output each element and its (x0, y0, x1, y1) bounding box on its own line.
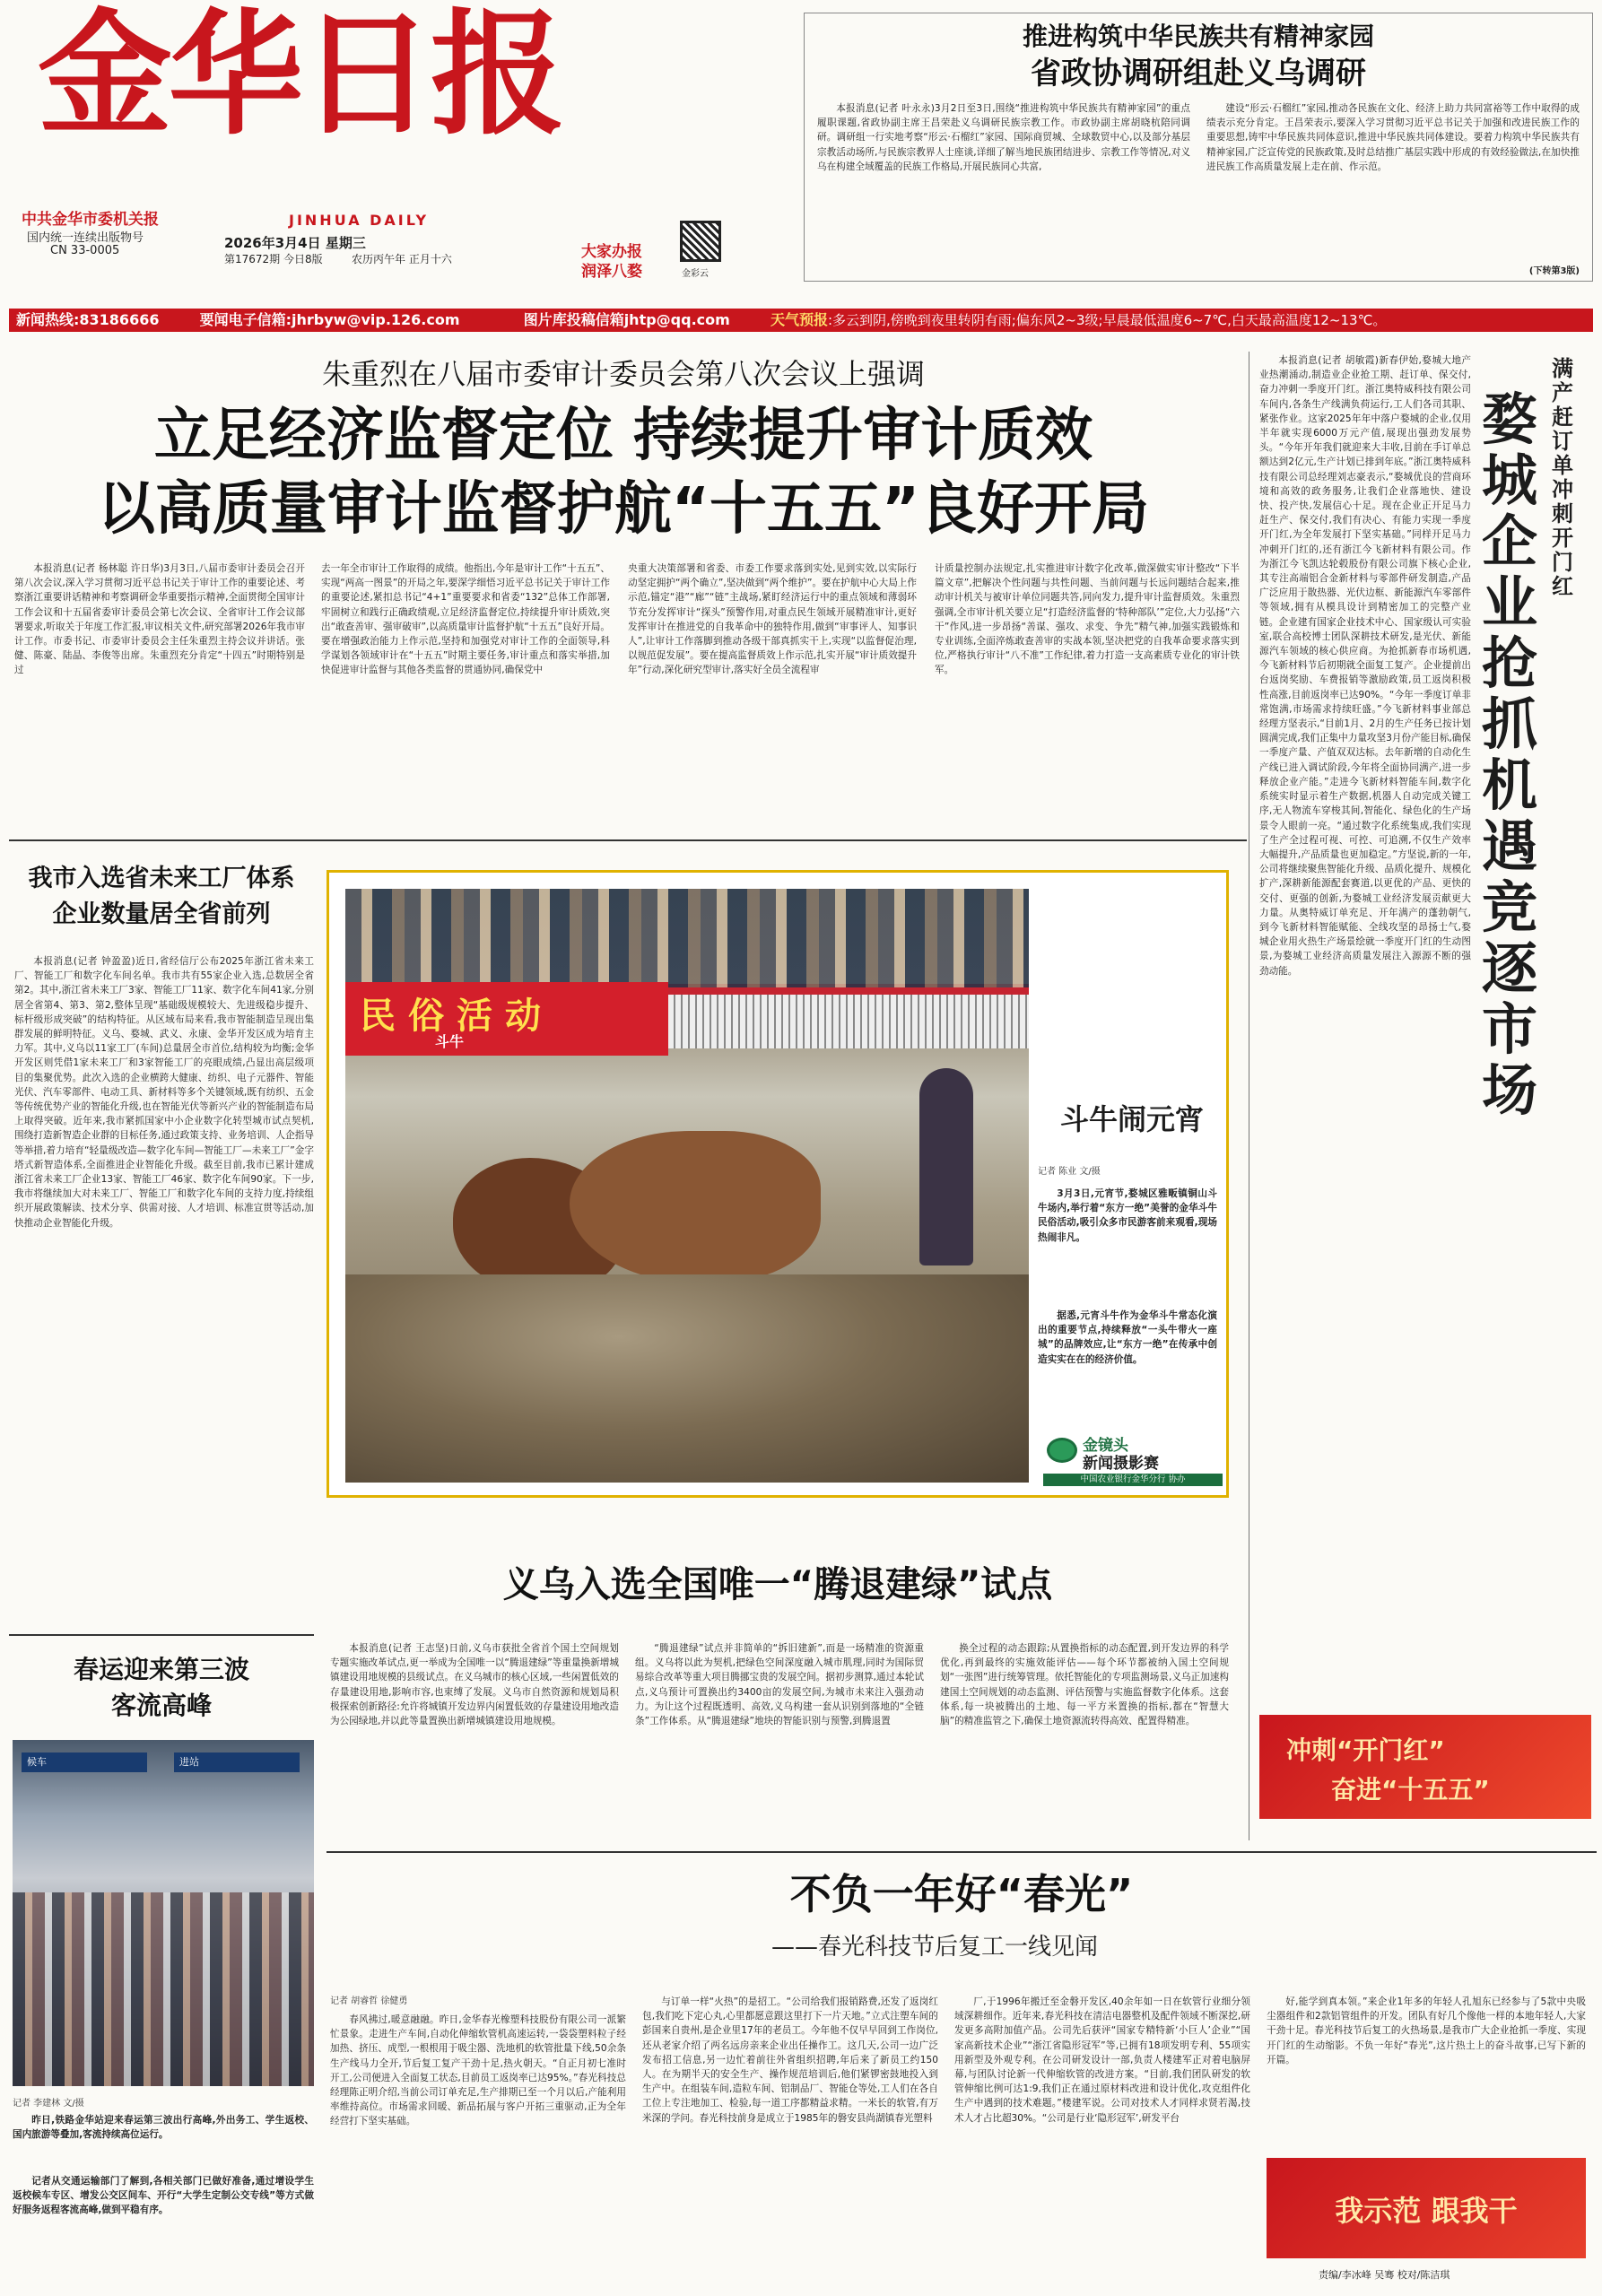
factory-col-2: 与订单一样“火热”的是招工。“公司给我们报销路费,还发了返岗红包,我们吃下定心丸,心里都愿意跟这里打下一片天地。”立式注塑车间的彭国来自贵州,是企业里17年的老员工。今年他不仅早早回到工作岗位,还从老家介绍了两名远房亲来企业出任操作工。这几天,公司一边广泛发布招工信息,另一边忙着前往外省组织招聘,年后来了新员工约150人。在为期半天的安全生产、操作规范培训后,他们紧锣密鼓地投入到生产中。在组装车间,造粒车间、铝制品厂、智能仓等处,工人们在各自工位上专注地加工、检验,每一道工序都精益求精。一米长的软管,有万米深的学问。春光科技前身是成立于1985年的磐安县尚湖镇春光塑料 (642, 1996, 938, 2124)
spring-title-2: 客流高峰 (110, 1691, 212, 1720)
spring-body-2: 记者从交通运输部门了解到,各相关部门已做好准备,通过增设学生返校候车专区、增发公交区间车、开行“大学生定制公交专线”等方式做好服务返程客流高峰,做到平稳有序。 (13, 2176, 314, 2216)
factory-subtitle: ——春光科技节后复工一线见闻 (771, 1934, 1099, 1961)
left-title-1: 我市入选省未来工厂体系 (28, 865, 295, 892)
lead-title-1: 立足经济监督定位 持续提升审计质效 (153, 403, 1093, 469)
bullfight-photo[interactable] (345, 889, 1029, 1483)
crowd (345, 889, 1029, 987)
masthead-org: 中共金华市委机关报 (22, 211, 159, 229)
app-label: 金彩云 (682, 269, 709, 279)
promo-banner[interactable] (1267, 2158, 1586, 2258)
yiwu-col-1: 本报消息(记者 王志坚)日前,义乌市获批全省首个国土空间规划专题实施改革试点,更一举成为全国唯一以“腾退建绿”等重量换新增城镇建设用地规模的县级试点。在义乌城市的核心区域,一些闲置低效的存量建设用地,影响市容,也束缚了发展。义乌市自然资源和规划局积极探索创新路径:允许将城镇开发边界内闲置低效的存量建设用地改造为公园绿地,并以此等量置换出新增城镇建设用地规模。 (330, 1643, 619, 1727)
logo-line-1: 金镜头 (1083, 1437, 1128, 1455)
banner (345, 982, 668, 1056)
hotline: 新闻热线:83186666 (16, 311, 160, 328)
station-photo[interactable] (13, 1740, 314, 2086)
left-title-2: 企业数量居全省前列 (52, 900, 271, 928)
divider (9, 1634, 314, 1636)
right-kicker: 满产赶订单 冲刺开门红 (1552, 356, 1573, 599)
crowd (13, 1892, 314, 2086)
station-sign: 进站 (174, 1752, 300, 1772)
masthead-lunar: 农历丙午年 正月十六 (352, 253, 452, 265)
factory-col-4: 好,能学到真本领。”来企业1年多的年轻人孔旭东已经参与了5款中央吸尘器组件和2款铝管组件的开发。团队有好几个像他一样的本地年轻人,大家干劲十足。春光科技节后复工的火热场景,是我市广大企业抢抓一季度、实现开门红的生动缩影。不负一年好“春光”,这片热土上的奋斗故事,已写下新的开篇。 (1267, 1996, 1586, 2066)
mud (345, 1274, 1029, 1483)
masthead-title: 金华日报 (38, 0, 562, 153)
banner-sub: 斗牛 (435, 1033, 465, 1050)
news-email[interactable]: 要闻电子信箱:jhrbyw@vip.126.com (199, 311, 460, 328)
masthead-subtitle: JINHUA DAILY (289, 212, 430, 229)
top-right-story (804, 13, 1593, 282)
station-sign: 候车 (22, 1752, 147, 1772)
photo-title: 斗牛闹元宵 (1059, 1102, 1204, 1136)
masthead-issn: 国内统一连续出版物号 (27, 231, 144, 245)
yiwu-col-2: “腾退建绿”试点并非简单的“拆旧建新”,而是一场精准的资源重组。义乌将以此为契机,把绿色空间深度融入城市肌理,同时为国际贸易综合改革等重大项目腾挪宝贵的发展空间。据初步测算,通过本轮试点,义乌预计可置换出约3400亩的发展空间,为城市未来注入强劲动力。为让这个过程既透明、高效,义乌构建一套从识别到落地的“全链条”工作体系。从“腾退建绿”地块的智能识别与预警,到腾退置 (635, 1643, 924, 1727)
promo-text: 我示范 跟我干 (1335, 2194, 1518, 2228)
editors-line: 责编/李冰峰 吴骞 校对/陈洁琪 (1319, 2269, 1450, 2281)
top-right-col-2: 建设“形云·石榴红”家园,推动各民族在文化、经济上助力共同富裕等工作中取得的成绩表示充分肯定。王昌荣表示,要深入学习贯彻习近平总书记关于加强和改进民族工作的重要思想,铸牢中华民族共同体意识,推进中华民族共同体建设。要着力构筑中华民族共有精神家园,广泛宣传党的民族政策,及时总结推广基层实践中形成的有效经验做法,在加快推进民族工作高质量发展上走在前、作示范。 (1206, 103, 1580, 172)
factory-col-3: 厂,于1996年搬迁至金磐开发区,40余年如一日在软管行业细分领域深耕细作。近年来,春光科技在清洁电器整机及配件领域不断深挖,研发更多高附加值产品。公司先后获评“国家专精特新‘小巨人’企业”“国家高新技术企业”“浙江省隐形冠军”等,已拥有18项发明专利、55项实用新型及外观专利。在公司研发设计一部,负责人楼建军正对着电脑屏幕,与团队讨论新一代伸缩软管的改进方案。“目前,我们团队研发的软管伸缩比例可达1:9,我们正在通过原材料改进和设计优化,攻克组件化生产中遇到的技术难题。”楼建军说。公司对技术人才同样求贤若渴,技术人才占比超30%。“公司是行业‘隐形冠军’,研发平台 (954, 1996, 1250, 2124)
lead-col-4: 计质量控制办法规定,扎实推进审计数字化改革,做深做实审计整改“下半篇文章”,把解决个性问题与共性问题、当前问题与长远问题结合起来,推动审计机关与被审计单位同题共答,同向发力,提升审计监督质效。朱重烈强调,全市审计机关要立足“打造经济监督的‘特种部队’”定位,大力弘扬“六干”作风,进一步昂扬“善谋、强攻、求变、争先”精气神,加强实践锻炼和专业训练,全面淬炼敢查善审的实战本领,坚决把党的自我革命要求落实到位,严格执行审计“八不准”工作纪律,着力打造一支高素质专业化的审计铁军。 (935, 563, 1240, 676)
lead-kicker: 朱重烈在八届市委审计委员会第八次会议上强调 (321, 357, 925, 391)
factory-byline: 记者 胡睿哲 徐健勇 (330, 1996, 408, 2006)
camera-logo-icon (1047, 1438, 1077, 1463)
handler (919, 1068, 973, 1265)
photo-feature (326, 870, 1229, 1498)
logo-sponsor: 中国农业银行金华分行 协办 (1043, 1474, 1223, 1486)
qr-code-icon[interactable] (680, 221, 721, 262)
info-bar (9, 309, 1593, 332)
factory-title: 不负一年好“春光” (789, 1870, 1134, 1918)
left-body: 本报消息(记者 钟盈盈)近日,省经信厅公布2025年浙江省未来工厂、智能工厂和数字化车间名单。我市共有55家企业入选,总数居全省第2。其中,浙江省未来工厂3家、智能工厂11家、数字化车间41家,分别居全省第4、第3、第2,整体呈现“基础级规模较大、先进级稳步提升、标杆级形成突破”的结构特征。从区域布局来看,我市智能制造呈现出集群发展的鲜明特征。义乌、婺城、武义、永康、金华开发区成为培育主力军。其中,义乌以11家工厂(车间)总量居全市首位,结构较为均衡;金华开发区则凭借1家未来工厂和3家智能工厂的亮眼成绩,凸显出高层级项目的集聚优势。此次入选的企业横跨大健康、纺织、电子元器件、智能光伏、汽车零部件、电动工具、新材料等多个关键领域,既有纺织、五金等传统优势产业的智能化升级,也在智能光伏等新兴产业的智能制造布局上取得突破。近年来,我市紧抓国家中小企业数字化转型城市试点契机,围绕打造新智造企业群的目标任务,通过政策支持、业务培训、人企指导等举措,着力培育“轻量级改造—数字化车间—智能工厂—未来工厂”金字塔式新智造体系,全面推进企业智能化升级。截至目前,我市已累计建成浙江省未来工厂企业13家、智能工厂46家、数字化车间90家。下一步,我市将继续加大对未来工厂、智能工厂和数字化车间的支持力度,持续组织开展政策解读、技术分享、供需对接、人才培训、标准宣贯等活动,加快推动企业智能化升级。 (14, 956, 314, 1229)
photo-caption-2: 据悉,元宵斗牛作为金华斗牛常态化演出的重要节点,持续释放“一头牛带火一座城”的品牌效应,让“东方一绝”在传承中创造实实在在的经济价值。 (1038, 1310, 1217, 1365)
masthead-issue: 第17672期 今日8版 (224, 253, 323, 265)
divider (326, 1851, 1597, 1853)
logo-line-2: 新闻摄影赛 (1083, 1455, 1159, 1473)
weather-label: 天气预报 (770, 311, 828, 328)
lead-col-3: 央重大决策部署和省委、市委工作要求落到实处,见到实效,以实际行动坚定拥护“两个确立”,坚决做到“两个维护”。要在护航中心大局上作示范,锚定“港”“廊”“链”主战场,紧盯经济运行中的重点领域和薄弱环节充分发挥审计“探头”预警作用,对重点民生领域开展精准审计,更好发挥审计在推进党的自我革命中的独特作用,做到“审事评人、知事识人”,让审计工作落脚到推动各级干部真抓实干上,实现“以监督促治理,以规范促发展”。要在提高监督质效上作示范,扎实开展“审计质效提升年”行动,深化研究型审计,落实好全员全流程审 (628, 563, 917, 676)
promo-line-1: 冲刺“开门红” (1286, 1735, 1445, 1765)
photo-credit: 记者 陈业 文/摄 (1038, 1167, 1101, 1177)
spring-credit: 记者 李建林 文/摄 (13, 2099, 84, 2109)
lead-title-2: 以高质量审计监督护航“十五五”良好开局 (97, 476, 1150, 543)
right-title: 婺城企业抢抓机遇竞逐市场 (1482, 387, 1538, 1123)
divider (9, 839, 1247, 841)
spring-title-1: 春运迎来第三波 (73, 1655, 249, 1684)
yiwu-col-3: 换全过程的动态跟踪;从置换指标的动态配置,到开发边界的科学优化,再到最终的实施效能评估——每个环节都被纳入国土空间规划“一张图”进行统筹管理。依托智能化的专项监测场景,义乌正加速构建国土空间规划的动态监测、评估预警与实施监督数字化体系。这套体系,每一块被腾出的土地、每一平方米置换的指标,都在“智慧大脑”的精准监管之下,确保土地资源流转得高效、配置得精准。 (940, 1643, 1229, 1727)
top-right-kicker: 推进构筑中华民族共有精神家园 (1022, 22, 1374, 51)
right-body: 本报消息(记者 胡敏霞)新春伊始,婺城大地产业热潮涌动,制造业企业抢工期、赶订单、保交付,奋力冲刺一季度开门红。浙江奥特威科技有限公司车间内,各条生产线满负荷运行,工人们各司其职、紧张作业。这家2025年年中落户婺城的企业,仅用半年就实现6000万元产值,展现出强劲发展势头。“今年开年我们就迎来大丰收,目前在手订单总额达到2亿元,生产计划已排到年底。”浙江奥特威科技有限公司总经理刘志豪表示,“婺城优良的营商环境和高效的政务服务,让我们企业落地快、建设快、投产快,发展信心十足。现在企业正开足马力赶生产、保交付,我们有决心、有能力实现一季度开门红,为全年发展打下坚实基础。”同样开足马力冲刺开门红的,还有浙江今飞新材料有限公司。作为浙江今飞凯达轮毂股份有限公司旗下核心企业,其专注高端铝合金新材料与零部件研发制造,产品广泛应用于散热器、光伏边框、新能源汽车零部件等领域,拥有从模具设计到精密加工的完整产业链。企业建有国家企业技术中心、国家级认可实验室,联合高校博士团队深耕技术研发,是光伏、新能源汽车领域的核心供应商。为抢抓新春市场机遇,今飞新材料节后初期就全面复工复产。企业提前出台返岗奖励、车费报销等激励政策,员工返岗积极性高涨,目前返岗率已达90%。“今年一季度订单非常饱满,市场需求持续旺盛。”今飞新材料事业部总经理方坚表示,“目前1月、2月的生产任务已按计划圆满完成,我们正集中力量攻坚3月份产能目标,确保一季度产量、产值双双达标。去年新增的自动化生产线已进入调试阶段,今年将全面协同满产,进一步释放企业产能。”走进今飞新材料智能车间,数字化系统实时显示着生产数据,机器人自动完成关键工序,无人物流车穿梭其间,智能化、绿色化的生产场景令人眼前一亮。“通过数字化系统集成,我们实现了生产全过程可视、可控、可追溯,不仅生产效率大幅提升,产品质量也更加稳定。”方坚说,新的一年,公司将继续聚焦智能化升级、品质化提升、规模化扩产,深耕新能源配套赛道,以更优的产品、更快的交付、更强的创新,为婺城工业经济发展贡献更大力量。从奥特威订单充足、开年满产的蓬勃朝气,到今飞新材料智能赋能、全线攻坚的昂扬士气,婺城企业用火热生产场景绘就一季度开门红的生动图景,为婺城工业经济高质量发展注入源源不断的强劲动能。 (1259, 355, 1471, 977)
banner-text: 民俗活动 (360, 996, 553, 1037)
top-right-continued: (下转第3版) (1528, 266, 1580, 276)
promo-line-2: 奋进“十五五” (1331, 1775, 1490, 1805)
yiwu-title: 义乌入选全国唯一“腾退建绿”试点 (502, 1564, 1053, 1605)
photo-email[interactable]: 图片库投稿信箱jhtp@qq.com (523, 311, 730, 328)
top-right-title: 省政协调研组赴义乌调研 (1031, 56, 1366, 91)
masthead-date: 2026年3月4日 星期三 (224, 235, 366, 251)
spring-body-1: 昨日,铁路金华站迎来春运第三波出行高峰,外出务工、学生返校、国内旅游等叠加,客流持续高位运行。 (13, 2115, 314, 2141)
top-right-col-1: 本报消息(记者 叶永永)3月2日至3日,围绕“推进构筑中华民族共有精神家园”的重点履职课题,省政协副主席王昌荣赴义乌调研民族宗教工作。市政协副主席胡晓杭陪同调研。调研组一行实地考察“形云·石榴红”家园、国际商贸城、全球数贸中心,以及部分基层宗教活动场所,与民族宗教界人士座谈,详细了解当地民族团结进步、宗教工作等情况,对义乌在构建全域覆盖的民族工作格局,开展民族同心共富, (817, 103, 1190, 172)
masthead (11, 0, 791, 309)
lead-col-1: 本报消息(记者 杨林聪 许日华)3月3日,八届市委审计委员会召开第八次会议,深入学习贯彻习近平总书记关于审计工作的重要论述、考察浙江重要讲话精神和考察调研金华重要指示精神,全面贯彻全国审计工作会议和十五届省委审计委员会第七次会议、全省审计工作会议部署要求,听取关于年度工作汇报,审议相关文件,研究部署2026年我市审计工作。市委书记、市委审计委员会主任朱重烈主持会议并讲话。张健、陈豪、陆晶、李俊等出席。朱重烈充分肯定“十四五”时期特别是过 (14, 563, 305, 676)
masthead-cn: CN 33-0005 (50, 244, 120, 257)
slogan-2: 润泽八婺 (581, 263, 642, 281)
weather-text: :多云到阴,傍晚到夜里转阴有雨;偏东风2~3级;早晨最低温度6~7℃,白天最高温度12~13℃。 (827, 312, 1387, 328)
right-promo[interactable] (1259, 1715, 1591, 1819)
lead-col-2: 去一年全市审计工作取得的成绩。他指出,今年是审计工作“十五五”、实现“两高一图景”的开局之年,要深学细悟习近平总书记关于审计工作的重要论述,紧扣总书记“4+1”重要要求和省委“132”总体工作部署,牢固树立和践行正确政绩观,立足经济监督定位,持续提升审计质效,突出“敢查善审、强审破审”,以高质量审计监督护航“十五五”良好开局。要在增强政治能力上作示范,坚持和加强党对审计工作的全面领导,科学谋划各领域审计在“十五五”时期主要任务,审计重点和落实举措,加快促进审计监督与其他各类监督的贯通协同,确保党中 (321, 563, 610, 676)
fence (668, 995, 1029, 1048)
factory-col-1: 春风拂过,暖意融融。昨日,金华春光橡塑科技股份有限公司一派繁忙景象。走进生产车间,自动化伸缩软管机高速运转,一袋袋塑料粒子经加热、挤压、成型,一根根用于吸尘器、洗地机的软管批量下线,50余条生产线马力全开,节后复工复产干劲十足,热火朝天。“自正月初七准时开工,公司便进入全面复工状态,目前员工返岗率已达95%。”春光科技总经理陈正明介绍,当前公司订单充足,生产排期已至一个月以后,产能利用率维持高位。市场需求回暖、新品拓展与客户开拓三重驱动,正为全年经营打下坚实基础。 (330, 2014, 626, 2127)
photo-caption-1: 3月3日,元宵节,婺城区雅畈镇铜山斗牛场内,举行着“东方一绝”美誉的金华斗牛民俗活动,吸引众多市民游客前来观看,现场热闹非凡。 (1038, 1188, 1217, 1243)
slogan-1: 大家办报 (581, 243, 642, 261)
